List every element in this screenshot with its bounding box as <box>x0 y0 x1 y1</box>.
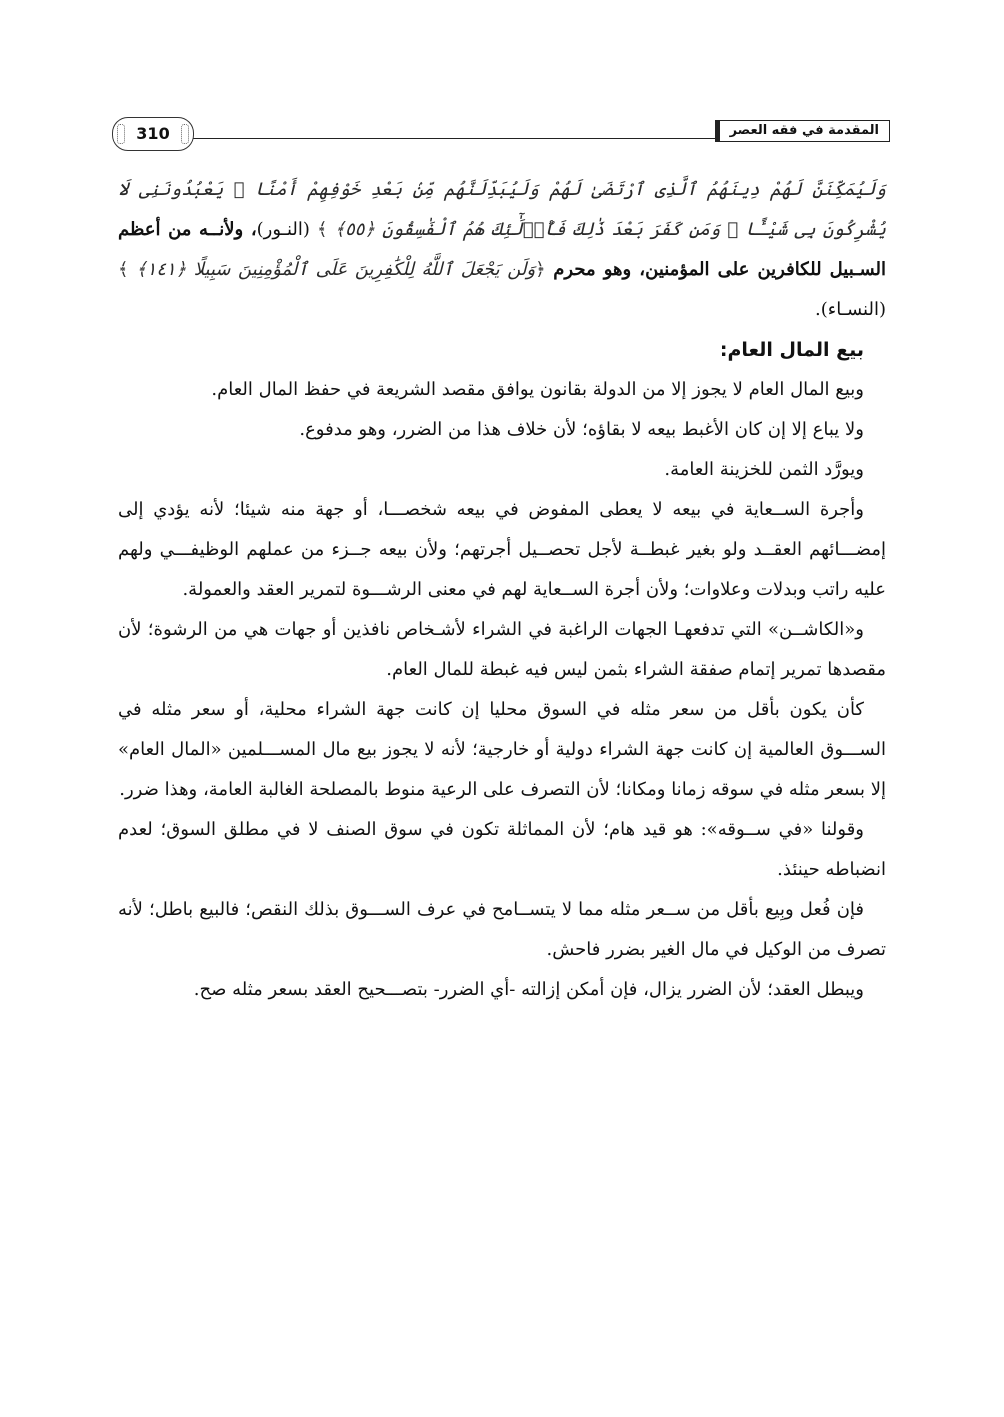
opening-paragraph <box>118 170 886 330</box>
opening-text: ، ولأنــه من أعظم السـبيل للكافرين على المؤمنين، وهو محرم <box>118 219 886 280</box>
running-header <box>112 115 890 155</box>
page-body <box>118 170 886 1010</box>
verse-close-bracket: ﴾ <box>316 219 328 240</box>
paragraph: ويورَّد الثمن للخزينة العامة. <box>664 459 864 480</box>
section-heading: بيع المال العام: <box>719 339 864 361</box>
book-title: المقدمة في فقه العصر <box>715 120 890 142</box>
verse-close-bracket: ﴾ <box>118 259 129 280</box>
quran-verse-an-nisa: وَلَن يَجْعَلَ ٱللَّهُ لِلْكَٰفِرِينَ عَلَى ٱلْمُؤْمِنِينَ سَبِيلًا ﴿١٤١﴾ <box>136 259 536 280</box>
paragraph: وبيع المال العام لا يجوز إلا من الدولة بقانون يوافق مقصد الشريعة في حفظ المال العام. <box>211 379 864 400</box>
paragraph: ولا يباع إلا إن كان الأغبط بيعه لا بقاؤه؛ لأن خلاف هذا من الضرر، وهو مدفوع. <box>299 419 864 440</box>
paragraph: كأن يكون بأقل من سعر مثله في السوق محليا إن كانت جهة الشراء محلية، أو سعر مثله في الســـوق العالمية إن كانت جهة الشراء دولية أو خارجية؛ لأنه لا يجوز بيع مال المســـلمين «المال العام» إلا بسعر مثله في سوقه زمانا ومكانا؛ لأن التصرف على الرعية منوط بالمصلحة الغالبة العامة، وهذا ضرر. <box>118 699 886 800</box>
verse-source-an-nisa: (النسـاء). <box>815 299 886 320</box>
page-number: 310 <box>112 117 194 151</box>
quran-verse-an-nur: وَلَيُمَكِّنَنَّ لَهُمْ دِينَهُمُ ٱلَّذِى ٱرْتَضَىٰ لَهُمْ وَلَيُبَدِّلَنَّهُم مِّنۢ بَعْدِ خَوْفِهِمْ أَمْنًا ۚ يَعْبُدُونَنِى لَا يُشْرِكُونَ بِى شَيْـًٔا ۚ وَمَن كَفَرَ بَعْدَ ذَٰلِكَ فَأُو۟لَٰٓئِكَ هُمُ ٱلْفَٰسِقُونَ ﴿٥٥﴾ <box>118 179 886 240</box>
paragraph: فإن فُعل وبِيع بأقل من ســعر مثله مما لا يتســامح في عرف الســـوق بذلك النقص؛ فالبيع باطل؛ لأنه تصرف من الوكيل في مال الغير بضرر فاحش. <box>118 899 886 960</box>
paragraph: ويبطل العقد؛ لأن الضرر يزال، فإن أمكن إزالته -أي الضرر- بتصـــحيح العقد بسعر مثله صح. <box>193 979 864 1000</box>
paragraph: وأجرة الســعاية في بيعه لا يعطى المفوض في بيعه شخصـــا، أو جهة منه شيئا؛ لأنه يؤدي إلى إمضـــائهم العقــد ولو بغير غبطــة لأجل تحصــيل أجرتهم؛ ولأن بيعه جــزء من عملهم الوظيفـــي ولهم عليه راتب وبدلات وعلاوات؛ ولأن أجرة الســعاية لهم في معنى الرشـــوة لتمرير العقد والعمولة. <box>118 499 886 600</box>
verse-source-an-nur: (النـور) <box>256 219 310 240</box>
paragraph: وقولنا «في ســوقه»: هو قيد هام؛ لأن المماثلة تكون في سوق الصنف لا في مطلق السوق؛ لعدم انضباطه حينئذ. <box>118 819 886 880</box>
verse-open-bracket: ﴿ <box>535 259 546 280</box>
paragraph: و«الكاشــن» التي تدفعهـا الجهات الراغبة في الشراء لأشـخاص نافذين أو جهات هي من الرشوة؛ لأن مقصدها تمرير إتمام صفقة الشراء بثمن ليس فيه غبطة للمال العام. <box>118 619 886 680</box>
